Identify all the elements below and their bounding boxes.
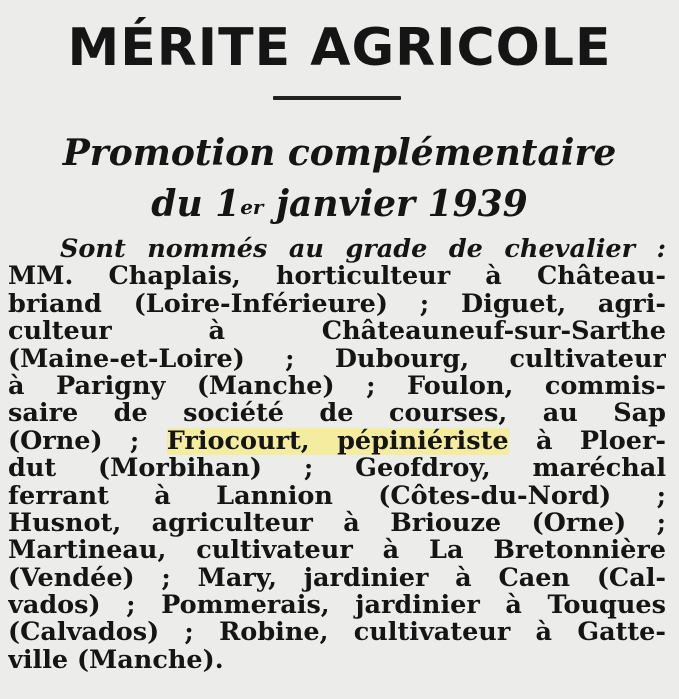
body-line: MM. Chaplais, horticulteur à Château- [8, 263, 666, 291]
body-line: dut (Morbihan) ; Geofdroy, maréchal [8, 455, 666, 483]
body-line: vados) ; Pommerais, jardinier à Touques [8, 592, 666, 620]
intro-line: Sont nommés au grade de chevalier : [60, 236, 666, 264]
subtitle-line-2 [0, 181, 679, 227]
body-line: (Vendée) ; Mary, jardinier à Caen (Cal- [8, 564, 666, 593]
subtitle-date-superscript: er [240, 195, 264, 219]
body-line: (Calvados) ; Robine, cultivateur à Gatte- [8, 619, 666, 647]
body-line: ferrant à Lannion (Côtes-du-Nord) ; [8, 482, 666, 510]
subtitle-date-prefix: du 1 [151, 183, 241, 225]
body-line-prefix: (Orne) ; [8, 427, 140, 456]
body-line: Martineau, cultivateur à La Bretonnière [8, 537, 666, 565]
body-line: ville (Manche). [8, 646, 224, 675]
article-body [8, 236, 666, 674]
subtitle-line-1: Promotion complémentaire [62, 132, 617, 174]
body-line: culteur à Châteauneuf-sur-Sarthe [8, 318, 666, 346]
body-line: briand (Loire-Inférieure) ; Diguet, agri- [8, 290, 666, 319]
body-line: Husnot, agriculteur à Briouze (Orne) ; [8, 509, 666, 538]
body-line-highlighted [8, 428, 666, 455]
body-line: (Maine-et-Loire) ; Dubourg, cultivateur [8, 345, 666, 373]
subtitle-date-suffix: janvier 1939 [263, 183, 528, 225]
body-line: à Parigny (Manche) ; Foulon, commis- [8, 372, 666, 401]
body-line-suffix: à Ploer- [535, 427, 666, 456]
article-title: MÉRITE AGRICOLE [67, 18, 612, 78]
body-line: saire de société de courses, au Sap [8, 400, 666, 428]
highlighted-name: Friocourt, pépiniériste [166, 427, 509, 456]
title-rule [273, 96, 401, 100]
